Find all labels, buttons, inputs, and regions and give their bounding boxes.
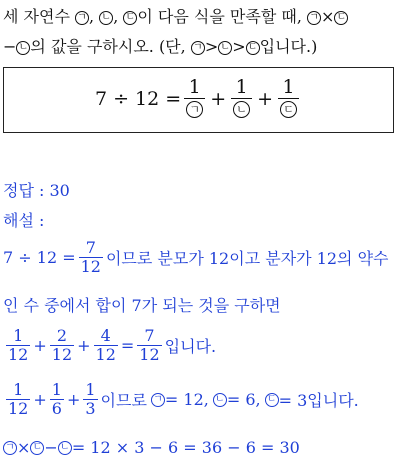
fraction-4-12 [94, 328, 118, 363]
numerator: 1 [51, 380, 62, 399]
circled-nieun: ㄴ [218, 41, 232, 55]
fraction-1-6 [50, 382, 64, 417]
denominator: 12 [95, 344, 116, 364]
circled-giyeok: ㄱ [75, 11, 89, 25]
numerator: 1 [235, 76, 248, 98]
fraction-1-12 [6, 382, 30, 417]
equation-box [3, 67, 394, 133]
explanation-label: 해설 : [3, 211, 45, 230]
circled-nieun: ㄴ [99, 11, 113, 25]
minus-sign: − [3, 37, 17, 56]
denominator [231, 99, 252, 120]
plus-sign: + [33, 390, 47, 410]
numerator: 7 [85, 238, 96, 257]
fraction-1-12 [6, 328, 30, 363]
value-text: = 6, [226, 390, 261, 410]
times-sign: × [17, 438, 31, 457]
circled-digeut: ㄷ [334, 11, 348, 25]
explanation-line-2: 인 수 중에서 합이 7가 되는 것을 구하면 [3, 296, 281, 315]
final-calculation: = 12 × 3 − 6 = 36 − 6 = 30 [71, 438, 300, 457]
fraction-7-12 [137, 328, 161, 363]
denominator: 12 [80, 256, 101, 276]
answer-label: 정답 : 30 [3, 181, 70, 200]
numerator: 1 [282, 76, 295, 98]
fraction-giyeok [184, 78, 205, 120]
question-line-2 [3, 38, 317, 56]
comma: , [113, 7, 119, 26]
question-text: 이 다음 식을 만족할 때, [137, 7, 302, 26]
value-text: = 3입니다. [278, 391, 359, 411]
times-sign: × [321, 7, 335, 26]
value-text: = 12, [164, 390, 209, 410]
fraction-2-12 [50, 328, 74, 363]
numerator: 4 [100, 326, 111, 345]
division-expression: 7 ÷ 12 = [3, 248, 76, 268]
circled-digeut: ㄷ [123, 11, 137, 25]
question-text: 의 값을 구하시오. (단, [30, 37, 186, 56]
equation [4, 78, 393, 120]
circled-giyeok: ㄱ [191, 41, 205, 55]
greater-sign: > [204, 37, 219, 56]
plus-sign: + [33, 336, 47, 356]
circled-giyeok: ㄱ [186, 101, 203, 118]
equals-sign: = [120, 336, 135, 356]
fraction-nieun [231, 78, 252, 120]
circled-nieun: ㄴ [213, 393, 227, 407]
explanation-text: 입니다. [164, 337, 217, 357]
circled-nieun: ㄴ [16, 41, 30, 55]
question-line-1 [3, 8, 348, 26]
fraction-1-3 [83, 382, 97, 417]
circled-digeut: ㄷ [265, 393, 279, 407]
comma: , [89, 7, 95, 26]
denominator: 12 [139, 344, 160, 364]
numerator: 1 [188, 76, 201, 98]
denominator: 6 [51, 398, 62, 418]
explanation-line-4 [3, 382, 359, 417]
minus-sign: − [44, 438, 58, 457]
circled-giyeok: ㄱ [307, 11, 321, 25]
plus-sign: + [257, 87, 274, 110]
plus-sign: + [210, 87, 227, 110]
circled-digeut: ㄷ [246, 41, 260, 55]
greater-sign: > [232, 37, 246, 56]
explanation-text: 이므로 분모가 12이고 분자가 12의 약수 [105, 249, 389, 269]
explanation-line-3 [3, 328, 216, 363]
denominator: 12 [8, 398, 29, 418]
denominator: 12 [8, 344, 29, 364]
plus-sign: + [77, 336, 91, 356]
fraction-digeut [278, 78, 299, 120]
circled-nieun: ㄴ [233, 101, 250, 118]
circled-digeut: ㄷ [280, 101, 297, 118]
numerator: 1 [13, 326, 24, 345]
question-text: 입니다.) [259, 37, 318, 56]
denominator [278, 99, 299, 120]
numerator: 1 [85, 380, 96, 399]
question-text: 세 자연수 [3, 7, 70, 26]
numerator: 7 [144, 326, 155, 345]
circled-digeut: ㄷ [30, 441, 44, 455]
explanation-line-5 [3, 438, 300, 457]
numerator: 1 [13, 380, 24, 399]
numerator: 2 [56, 326, 68, 345]
plus-sign: + [66, 390, 81, 410]
explanation-text: 이므로 [100, 391, 147, 411]
denominator: 3 [85, 398, 96, 418]
equation-lhs: 7 ÷ 12 = [94, 87, 182, 110]
fraction-7-12 [79, 240, 103, 275]
denominator [184, 99, 205, 120]
explanation-line-1 [3, 240, 389, 275]
circled-nieun: ㄴ [58, 441, 72, 455]
circled-giyeok: ㄱ [3, 441, 17, 455]
denominator: 12 [51, 344, 73, 364]
circled-giyeok: ㄱ [151, 393, 165, 407]
